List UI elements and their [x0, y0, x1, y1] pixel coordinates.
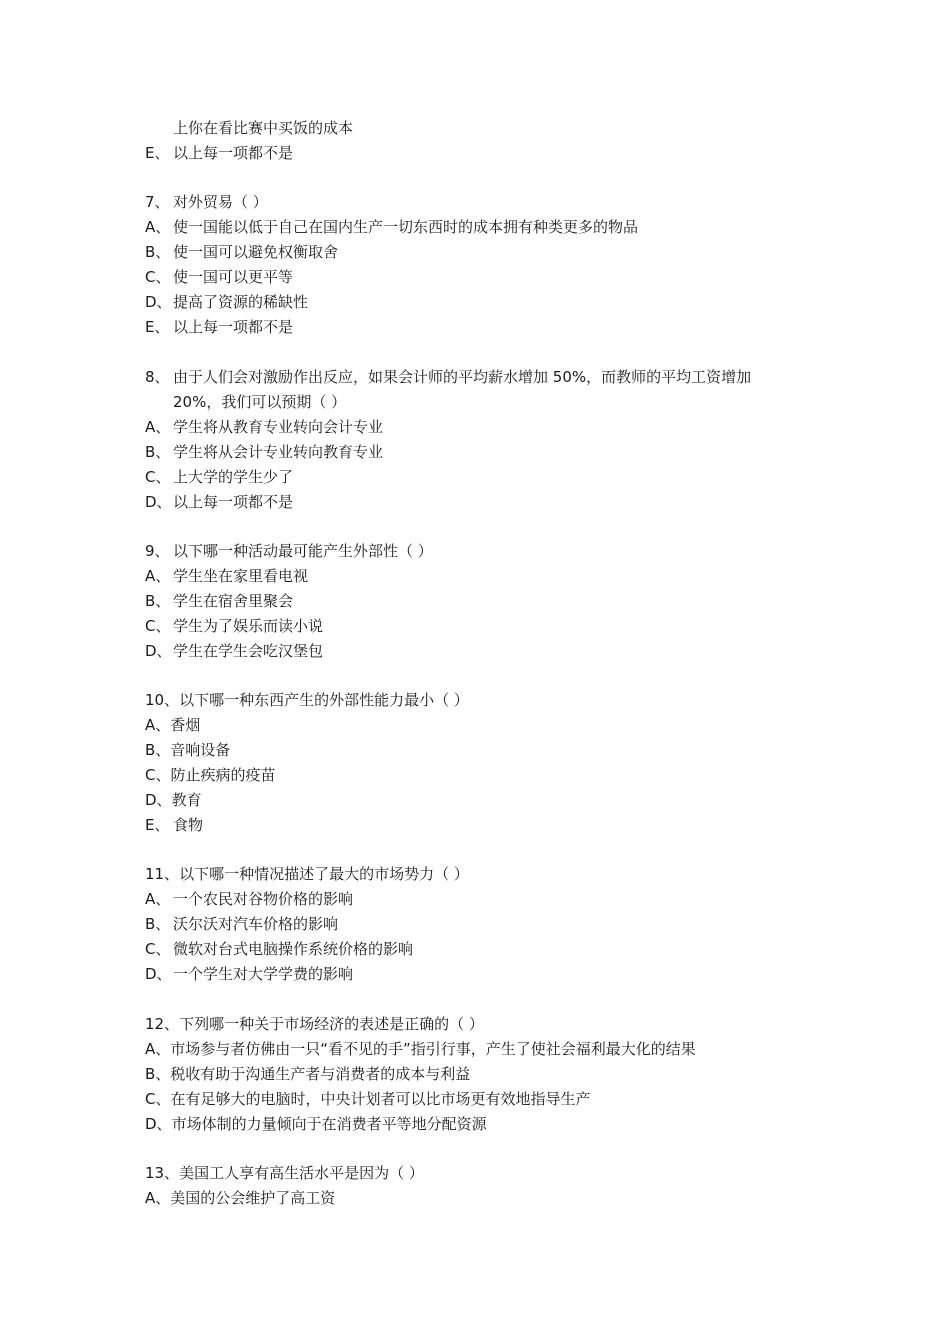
option-label: A、: [145, 567, 171, 585]
q7-option-e: [145, 317, 293, 337]
question-7-stem: [145, 192, 268, 212]
option-text: 香烟: [170, 716, 201, 734]
option-text: 市场参与者仿佛由一只“看不见的手”指引行事，产生了使社会福利最大化的结果: [170, 1040, 696, 1058]
option-text: 学生在学生会吃汉堡包: [173, 642, 324, 660]
option-e: [145, 143, 293, 163]
q12-option-d: [145, 1114, 487, 1134]
q9-option-c: [145, 616, 323, 636]
option-label: B、: [145, 443, 171, 461]
question-text: 以下哪一种活动最可能产生外部性（ ）: [173, 542, 433, 560]
q7-option-b: [145, 242, 338, 262]
q10-option-a: [145, 715, 200, 735]
q11-option-c: [145, 939, 413, 959]
option-label: D、: [145, 791, 172, 809]
option-label: D、: [145, 1115, 172, 1133]
option-label: D、: [145, 493, 172, 511]
question-8-stem: [145, 367, 751, 387]
option-text: 学生坐在家里看电视: [173, 567, 309, 585]
q9-option-b: [145, 591, 293, 611]
option-label: C、: [145, 940, 171, 958]
option-text: 以上每一项都不是: [173, 493, 294, 511]
option-label: A、: [145, 890, 171, 908]
option-label: B、: [145, 1065, 171, 1083]
option-text: 食物: [173, 816, 204, 834]
option-label: A、: [145, 1189, 171, 1207]
question-text: 对外贸易（ ）: [173, 193, 268, 211]
option-text: 学生将从会计专业转向教育专业: [173, 443, 384, 461]
q11-option-b: [145, 914, 338, 934]
option-label: B、: [145, 592, 171, 610]
option-label: E、: [145, 816, 170, 834]
q7-option-a: [145, 217, 638, 237]
option-label: D、: [145, 642, 172, 660]
question-number: 8、: [145, 368, 170, 386]
option-label: C、: [145, 1090, 171, 1108]
q7-option-d: [145, 292, 308, 312]
option-text: 学生为了娱乐而读小说: [173, 617, 324, 635]
question-number: 7、: [145, 193, 170, 211]
option-label: C、: [145, 617, 171, 635]
option-text: 一个学生对大学学费的影响: [173, 965, 354, 983]
option-text: 防止疾病的疫苗: [170, 766, 276, 784]
option-text: 以上每一项都不是: [173, 318, 294, 336]
q8-option-b: [145, 442, 383, 462]
option-label: B、: [145, 915, 171, 933]
option-text: 微软对台式电脑操作系统价格的影响: [173, 940, 414, 958]
option-text: 使一国可以更平等: [173, 268, 294, 286]
q10-option-c: [145, 765, 276, 785]
option-label: E、: [145, 318, 170, 336]
q10-option-d: [145, 790, 202, 810]
question-text: 由于人们会对激励作出反应，如果会计师的平均薪水增加 50%，而教师的平均工资增加: [173, 368, 752, 386]
q11-option-d: [145, 964, 353, 984]
option-text: 学生在宿舍里聚会: [173, 592, 294, 610]
q11-option-a: [145, 889, 353, 909]
option-label: A、: [145, 716, 171, 734]
q10-option-b: [145, 740, 230, 760]
option-text: 税收有助于沟通生产者与消费者的成本与利益: [170, 1065, 471, 1083]
continuation-text: 上你在看比赛中买饭的成本: [173, 119, 354, 137]
q9-option-a: [145, 566, 308, 586]
option-text: 以上每一项都不是: [173, 144, 294, 162]
option-label: A、: [145, 418, 171, 436]
question-11-stem: 11、以下哪一种情况描述了最大的市场势力（ ）: [145, 865, 469, 883]
option-text: 市场体制的力量倾向于在消费者平等地分配资源: [171, 1115, 487, 1133]
option-text: 使一国能以低于自己在国内生产一切东西时的成本拥有种类更多的物品: [173, 218, 639, 236]
option-label: E、: [145, 144, 170, 162]
option-label: B、: [145, 243, 171, 261]
q8-option-d: [145, 492, 293, 512]
option-label: C、: [145, 766, 171, 784]
option-text: 上大学的学生少了: [173, 468, 294, 486]
option-text: 在有足够大的电脑时，中央计划者可以比市场更有效地指导生产: [170, 1090, 591, 1108]
question-8-stem-cont: 20%，我们可以预期（ ）: [173, 393, 347, 411]
option-label: C、: [145, 468, 171, 486]
option-label: B、: [145, 741, 171, 759]
option-label: D、: [145, 965, 172, 983]
option-text: 提高了资源的稀缺性: [173, 293, 309, 311]
option-text: 沃尔沃对汽车价格的影响: [173, 915, 339, 933]
q7-option-c: [145, 267, 293, 287]
q12-option-c: [145, 1089, 591, 1109]
option-text: 教育: [171, 791, 202, 809]
option-label: D、: [145, 293, 172, 311]
option-text: 美国的公会维护了高工资: [170, 1189, 336, 1207]
q12-option-b: [145, 1064, 470, 1084]
question-9-stem: [145, 541, 433, 561]
option-label: C、: [145, 268, 171, 286]
option-text: 使一国可以避免权衡取舍: [173, 243, 339, 261]
q8-option-c: [145, 467, 293, 487]
option-text: 音响设备: [170, 741, 231, 759]
question-number: 9、: [145, 542, 170, 560]
q9-option-d: [145, 641, 323, 661]
option-text: 学生将从教育专业转向会计专业: [173, 418, 384, 436]
option-label: A、: [145, 1040, 171, 1058]
q13-option-a: [145, 1188, 335, 1208]
q8-option-a: [145, 417, 383, 437]
question-12-stem: 12、下列哪一种关于市场经济的表述是正确的（ ）: [145, 1015, 484, 1033]
option-label: A、: [145, 218, 171, 236]
q10-option-e: [145, 815, 203, 835]
q12-option-a: [145, 1039, 696, 1059]
option-text: 一个农民对谷物价格的影响: [173, 890, 354, 908]
question-10-stem: 10、以下哪一种东西产生的外部性能力最小（ ）: [145, 691, 469, 709]
question-13-stem: 13、美国工人享有高生活水平是因为（ ）: [145, 1164, 424, 1182]
